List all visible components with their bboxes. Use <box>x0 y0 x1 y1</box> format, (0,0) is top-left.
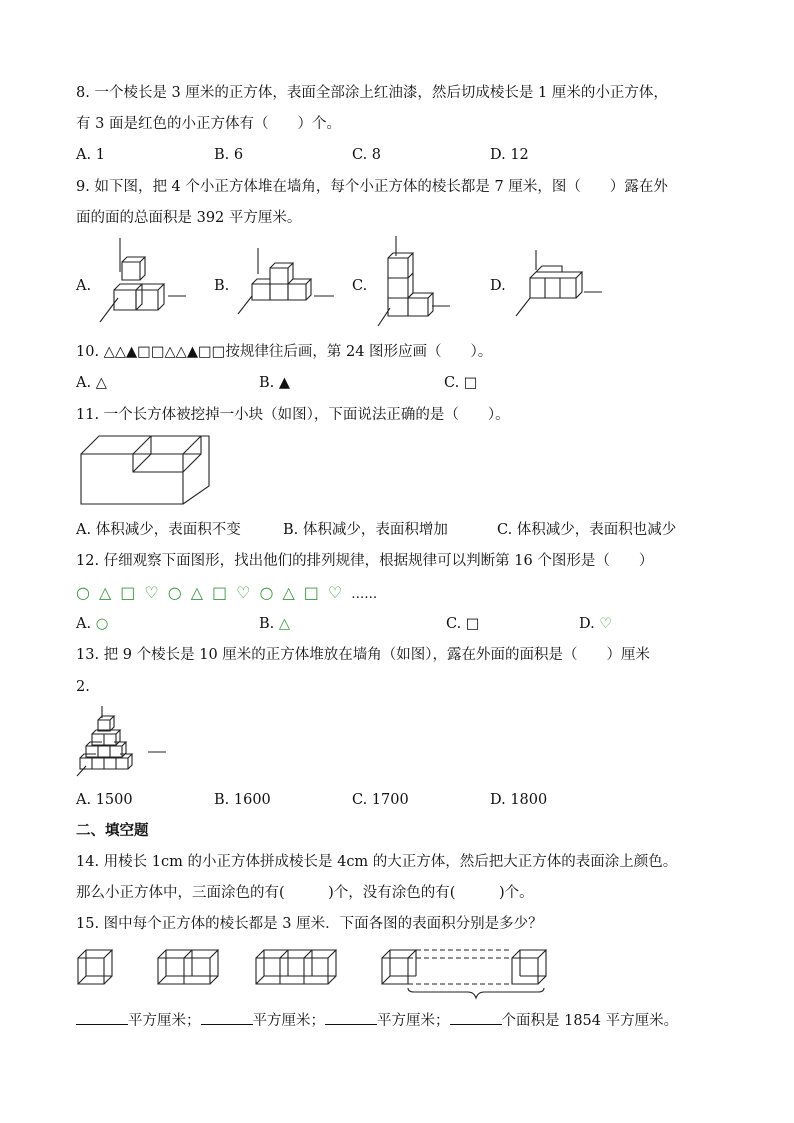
q15-unit-3: 平方厘米； <box>377 1013 450 1029</box>
q11-stem: 11. 一个长方体被挖掉一小块（如图），下面说法正确的是（ ）。 <box>76 407 510 423</box>
q9-figure-b <box>236 248 336 318</box>
q12-option-c-label: C. <box>446 616 462 632</box>
q9-figure-c <box>376 236 456 330</box>
q12-option-a-shape: ○ <box>95 616 109 632</box>
q12-seq-item: □ <box>303 583 319 602</box>
q8-option-b[interactable]: B. 6 <box>214 147 244 163</box>
q15-unit-2: 平方厘米； <box>252 1013 325 1029</box>
q15-figure-3 <box>256 950 336 984</box>
q12-shape-sequence <box>76 583 386 605</box>
q12-seq-item: △ <box>282 583 295 602</box>
q9-option-d-label[interactable]: D. <box>490 278 506 294</box>
q15-figure-4 <box>382 950 546 998</box>
q13-stem-line1: 13. 把 9 个棱长是 10 厘米的正方体堆放在墙角（如图），露在外面的面积是（ ）厘米 <box>76 647 651 663</box>
q11-option-a[interactable]: A. 体积减少，表面积不变 <box>76 522 241 538</box>
q15-blank-3[interactable] <box>325 1010 377 1025</box>
q15-cube-figures <box>76 946 556 994</box>
q12-seq-item: △ <box>98 583 112 602</box>
q10-option-b[interactable]: B. ▲ <box>259 375 291 391</box>
q15-figure-2 <box>158 950 218 984</box>
q12-seq-item: □ <box>120 583 136 602</box>
q15-answer-line <box>76 1010 678 1031</box>
q15-figure-1 <box>78 950 112 984</box>
q13-stem-line2: 2. <box>76 679 90 695</box>
q10-stem: 10. △△▲□□△△▲□□按规律往后画，第 24 图形应画（ ）。 <box>76 344 493 360</box>
section-fill-in-title: 二、填空题 <box>76 823 149 839</box>
q12-option-b-shape: △ <box>278 616 291 632</box>
q9-option-c-label[interactable]: C. <box>352 278 368 294</box>
q15-blank-4[interactable] <box>450 1010 502 1025</box>
q11-cuboid-figure <box>80 434 210 508</box>
q15-stem: 15. 图中每个正方体的棱长都是 3 厘米．下面各图的表面积分别是多少？ <box>76 916 543 932</box>
q8-option-a[interactable]: A. 1 <box>76 147 105 163</box>
q12-seq-item: △ <box>190 583 204 602</box>
q8-option-d[interactable]: D. 12 <box>490 147 529 163</box>
q13-option-b[interactable]: B. 1600 <box>214 792 271 808</box>
q8-stem-line2: 有 3 面是红色的小正方体有（ ）个。 <box>76 116 341 132</box>
q12-seq-item: ○ <box>259 583 274 602</box>
q12-option-b-label: B. <box>259 616 275 632</box>
q12-option-d-shape: ♡ <box>599 616 613 632</box>
q12-seq-item: ♡ <box>236 583 251 602</box>
q15-unit-1: 平方厘米； <box>128 1013 201 1029</box>
q12-seq-ellipsis: …… <box>351 587 378 602</box>
q13-option-a[interactable]: A. 1500 <box>76 792 133 808</box>
q14-stem-line1: 14. 用棱长 1cm 的小正方体拼成棱长是 4cm 的大正方体，然后把大正方体的表面涂上颜色。 <box>76 854 678 870</box>
q8-stem-line1: 8. 一个棱长是 3 厘米的正方体，表面全部涂上红油漆，然后切成棱长是 1 厘米的小正方体， <box>76 85 668 101</box>
q9-stem-line2: 面的面的总面积是 392 平方厘米。 <box>76 210 302 226</box>
q12-option-b[interactable] <box>259 614 290 634</box>
q9-stem-line1: 9. 如下图，把 4 个小正方体堆在墙角，每个小正方体的棱长都是 7 厘米，图（ ）露在外 <box>76 179 668 195</box>
q12-seq-item: □ <box>212 583 228 602</box>
q13-option-d[interactable]: D. 1800 <box>490 792 548 808</box>
q9-option-b-label[interactable]: B. <box>214 278 230 294</box>
q10-option-a[interactable]: A. △ <box>76 375 107 391</box>
q9-figure-d <box>514 250 604 320</box>
q12-option-c[interactable] <box>446 614 480 634</box>
q11-option-c[interactable]: C. 体积减少，表面积也减少 <box>497 522 677 538</box>
q9-option-a-label[interactable]: A. <box>76 278 92 294</box>
q12-seq-item: ○ <box>76 583 90 602</box>
q13-stacked-cubes-figure <box>76 706 168 778</box>
q12-option-a-label: A. <box>76 616 92 632</box>
q15-tail: 个面积是 1854 平方厘米。 <box>501 1013 679 1029</box>
q12-option-c-shape: □ <box>465 616 480 632</box>
q15-blank-1[interactable] <box>76 1010 128 1025</box>
q11-option-b[interactable]: B. 体积减少，表面积增加 <box>283 522 448 538</box>
q12-stem: 12. 仔细观察下面图形，找出他们的排列规律，根据规律可以判断第 16 个图形是（ ） <box>76 553 654 569</box>
q12-seq-item: ○ <box>167 583 182 602</box>
q8-option-c[interactable]: C. 8 <box>352 147 382 163</box>
q10-option-c[interactable]: C. □ <box>444 375 478 391</box>
q13-option-c[interactable]: C. 1700 <box>352 792 409 808</box>
q12-option-d[interactable] <box>579 614 612 634</box>
q15-blank-2[interactable] <box>201 1010 253 1025</box>
q14-stem-line2: 那么小正方体中，三面涂色的有( )个，没有涂色的有( )个。 <box>76 885 534 901</box>
q12-seq-item: ♡ <box>327 583 343 602</box>
q12-option-d-label: D. <box>579 616 595 632</box>
q12-seq-item: ♡ <box>144 583 159 602</box>
q9-figure-a <box>98 238 188 324</box>
q12-option-a[interactable] <box>76 614 108 634</box>
